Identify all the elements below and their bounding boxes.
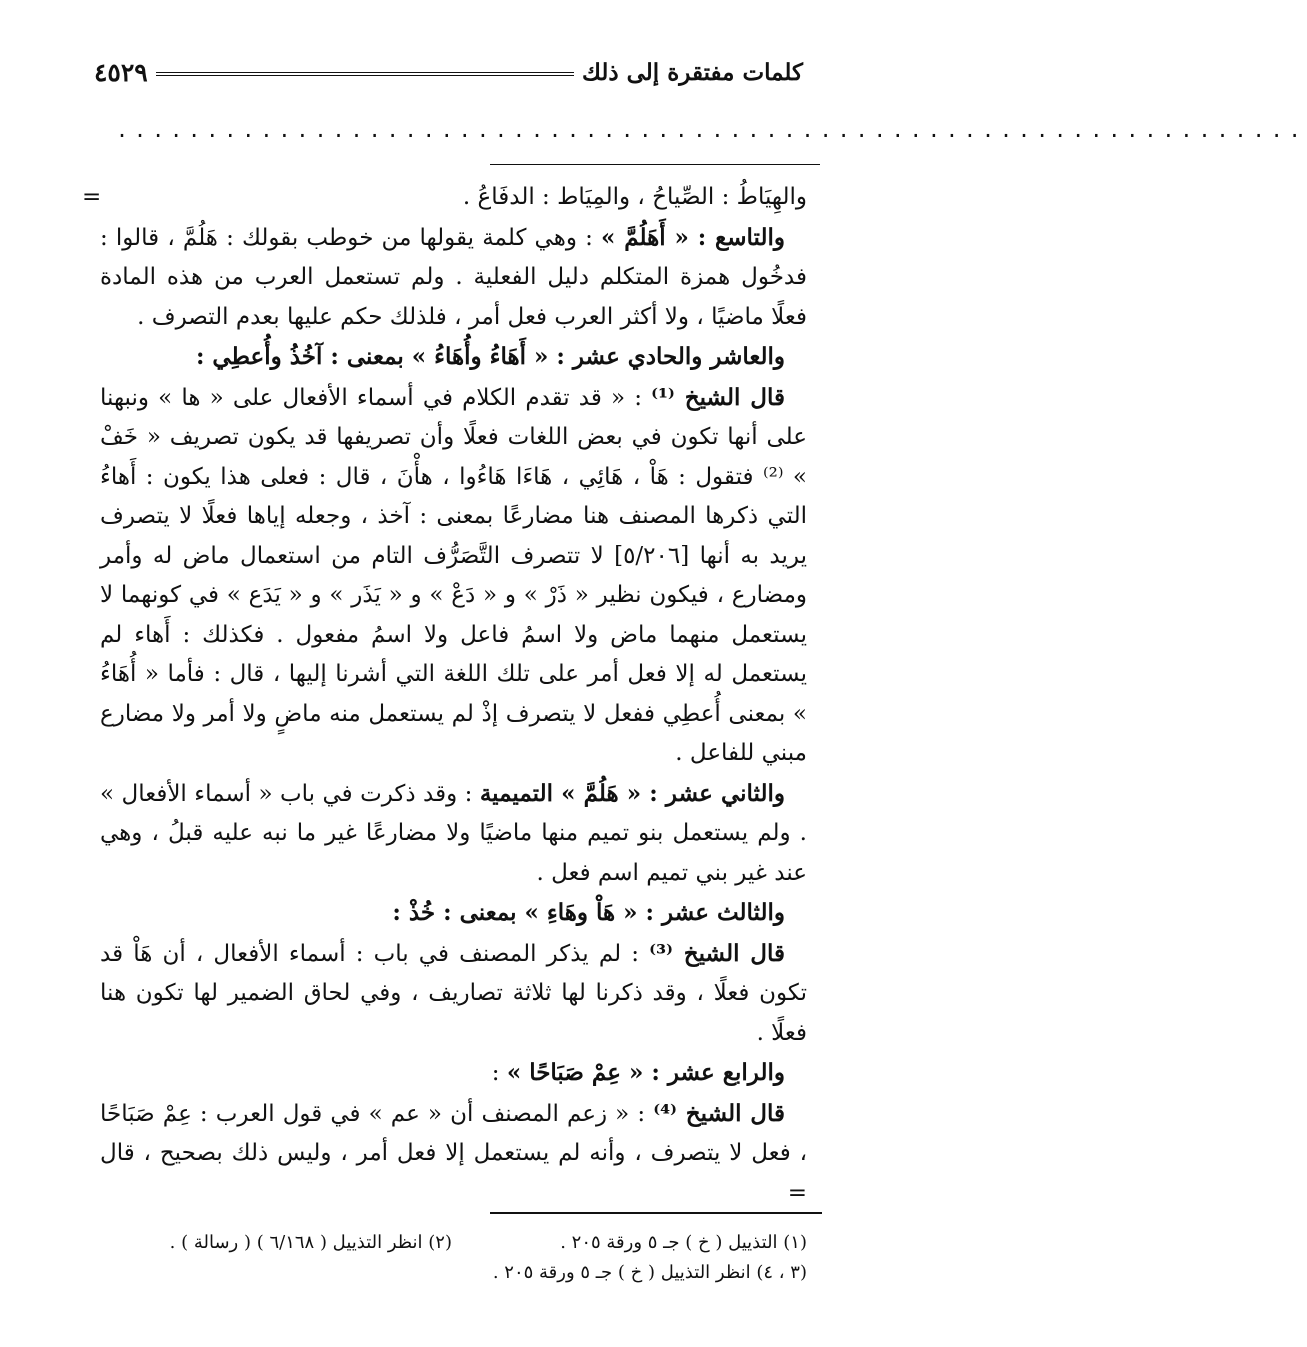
continuation-mark: =	[82, 184, 102, 210]
footnotes	[116, 1228, 807, 1288]
paragraph-text: : وهي كلمة يقولها من خوطب بقولك : هَلُمَّ ، قالوا : فدخُول همزة المتكلم دليل الفعلية . ولم تستعمل العرب من هذه المادة فعلًا ماضيًا ، ولا أكثر العرب فعل أمر ، فلذلك حكم عليها بعدم التصرف .	[100, 224, 807, 330]
footnote-row	[116, 1258, 807, 1288]
paragraph-9	[100, 1094, 807, 1214]
running-header	[94, 52, 803, 92]
main-text	[82, 178, 807, 1213]
header-rule	[156, 72, 574, 76]
paragraph-heading: والثاني عشر : « هَلُمَّ » التميمية	[479, 779, 785, 807]
top-rule	[490, 164, 820, 165]
page-number: ٤٥٢٩	[94, 57, 148, 87]
paragraph-5	[100, 774, 807, 894]
dotted-separator: ..................................................................	[116, 118, 1307, 142]
paragraph-heading: والرابع عشر : « عِمْ صَبَاحًا »	[506, 1059, 785, 1086]
paragraph-text: : وقد ذكرت في باب « أسماء الأفعال » . ولم يستعمل بنو تميم منها ماضيًا ولا مضارعًا غير ما نبه عليه قبلُ ، وهي عند غير بني تميم اسم فعل .	[100, 780, 807, 886]
footnote-rule	[490, 1212, 822, 1214]
paragraph-text: والهِيَاطُ : الصِّياحُ ، والمِيَاط : الدفَاعُ .	[462, 184, 807, 210]
paragraph-8	[100, 1053, 807, 1094]
paragraph-heading: والتاسع : « أَهَلُمَّ »	[600, 223, 785, 251]
header-title: كلمات مفتقرة إلى ذلك	[581, 58, 803, 86]
paragraph-heading: والعاشر والحادي عشر : « أَهَاءُ وأُهَاءُ » بمعنى : آخُذُ وأُعطِي :	[195, 343, 785, 370]
paragraph-heading: قال الشيخ ⁽⁴⁾	[653, 1099, 785, 1127]
paragraph-6	[100, 893, 807, 934]
footnote-1: (١) التذييل ( خ ) جـ ٥ ورقة ٢٠٥ .	[560, 1232, 807, 1253]
paragraph-heading: قال الشيخ ⁽¹⁾	[651, 383, 785, 411]
paragraph-3	[100, 337, 807, 378]
paragraph-heading: والثالث عشر : « هَاْ وهَاءِ » بمعنى : خُذْ :	[392, 899, 785, 926]
paragraph-text: : « زعم المصنف أن « عم » في قول العرب : عِمْ صَبَاحًا ، فعل لا يتصرف ، وأنه لم يستعمل إلا فعل أمر ، وليس ذلك بصحيح ، قال =	[100, 1100, 807, 1206]
paragraph-heading: قال الشيخ ⁽³⁾	[649, 939, 785, 967]
paragraph-text: :	[491, 1060, 507, 1086]
paragraph-text: : « قد تقدم الكلام في أسماء الأفعال على « ها » ونبهنا على أنها تكون في بعض اللغات فعلًا وأن تصريفها قد يكون تصريف « خَفْ » ⁽²⁾ فتقول : هَاْ ، هَائِي ، هَاءَا هَاءُوا ، هأْنَ ، قال : فعلى هذا يكون : أَهاءُ التي ذكرها المصنف هنا مضارعًا بمعنى : آخذ ، وجعله إياها فعلًا لا يتصرف يريد به أنها [٥/٢٠٦] لا تتصرف التَّصَرُّف التام من استعمال ماض له وأمر ومضارع ، فيكون نظير « ذَرْ » و « دَعْ » و « يَذَر » و « يَدَع » في كونهما لا يستعمل منهما ماض ولا اسمُ فاعل ولا اسمُ مفعول . فكذلك : أَهاء لم يستعمل له إلا فعل أمر على تلك اللغة التي أشرنا إليها ، قال : فأما « أُهَاءُ » بمعنى أُعطِي ففعل لا يتصرف إذْ لم يستعمل منه ماضٍ ولا أمر ولا مضارع مبني للفاعل .	[100, 384, 807, 766]
paragraph-1	[82, 178, 807, 218]
paragraph-7	[100, 934, 807, 1054]
paragraph-4	[100, 378, 807, 774]
footnote-2: (٢) انظر التذييل ( ٦/١٦٨ ) ( رسالة ) .	[169, 1232, 452, 1253]
paragraph-2	[100, 218, 807, 338]
footnote-3-4: (٣ ، ٤) انظر التذييل ( خ ) جـ ٥ ورقة ٢٠٥ .	[492, 1262, 807, 1283]
footnote-row	[116, 1228, 807, 1258]
paragraph-text: : لم يذكر المصنف في باب : أسماء الأفعال ، أن هَاْ قد تكون فعلًا ، وقد ذكرنا لها ثلاثة تصاريف ، وفي لحاق الضمير لها تكون هنا فعلًا .	[100, 940, 807, 1046]
